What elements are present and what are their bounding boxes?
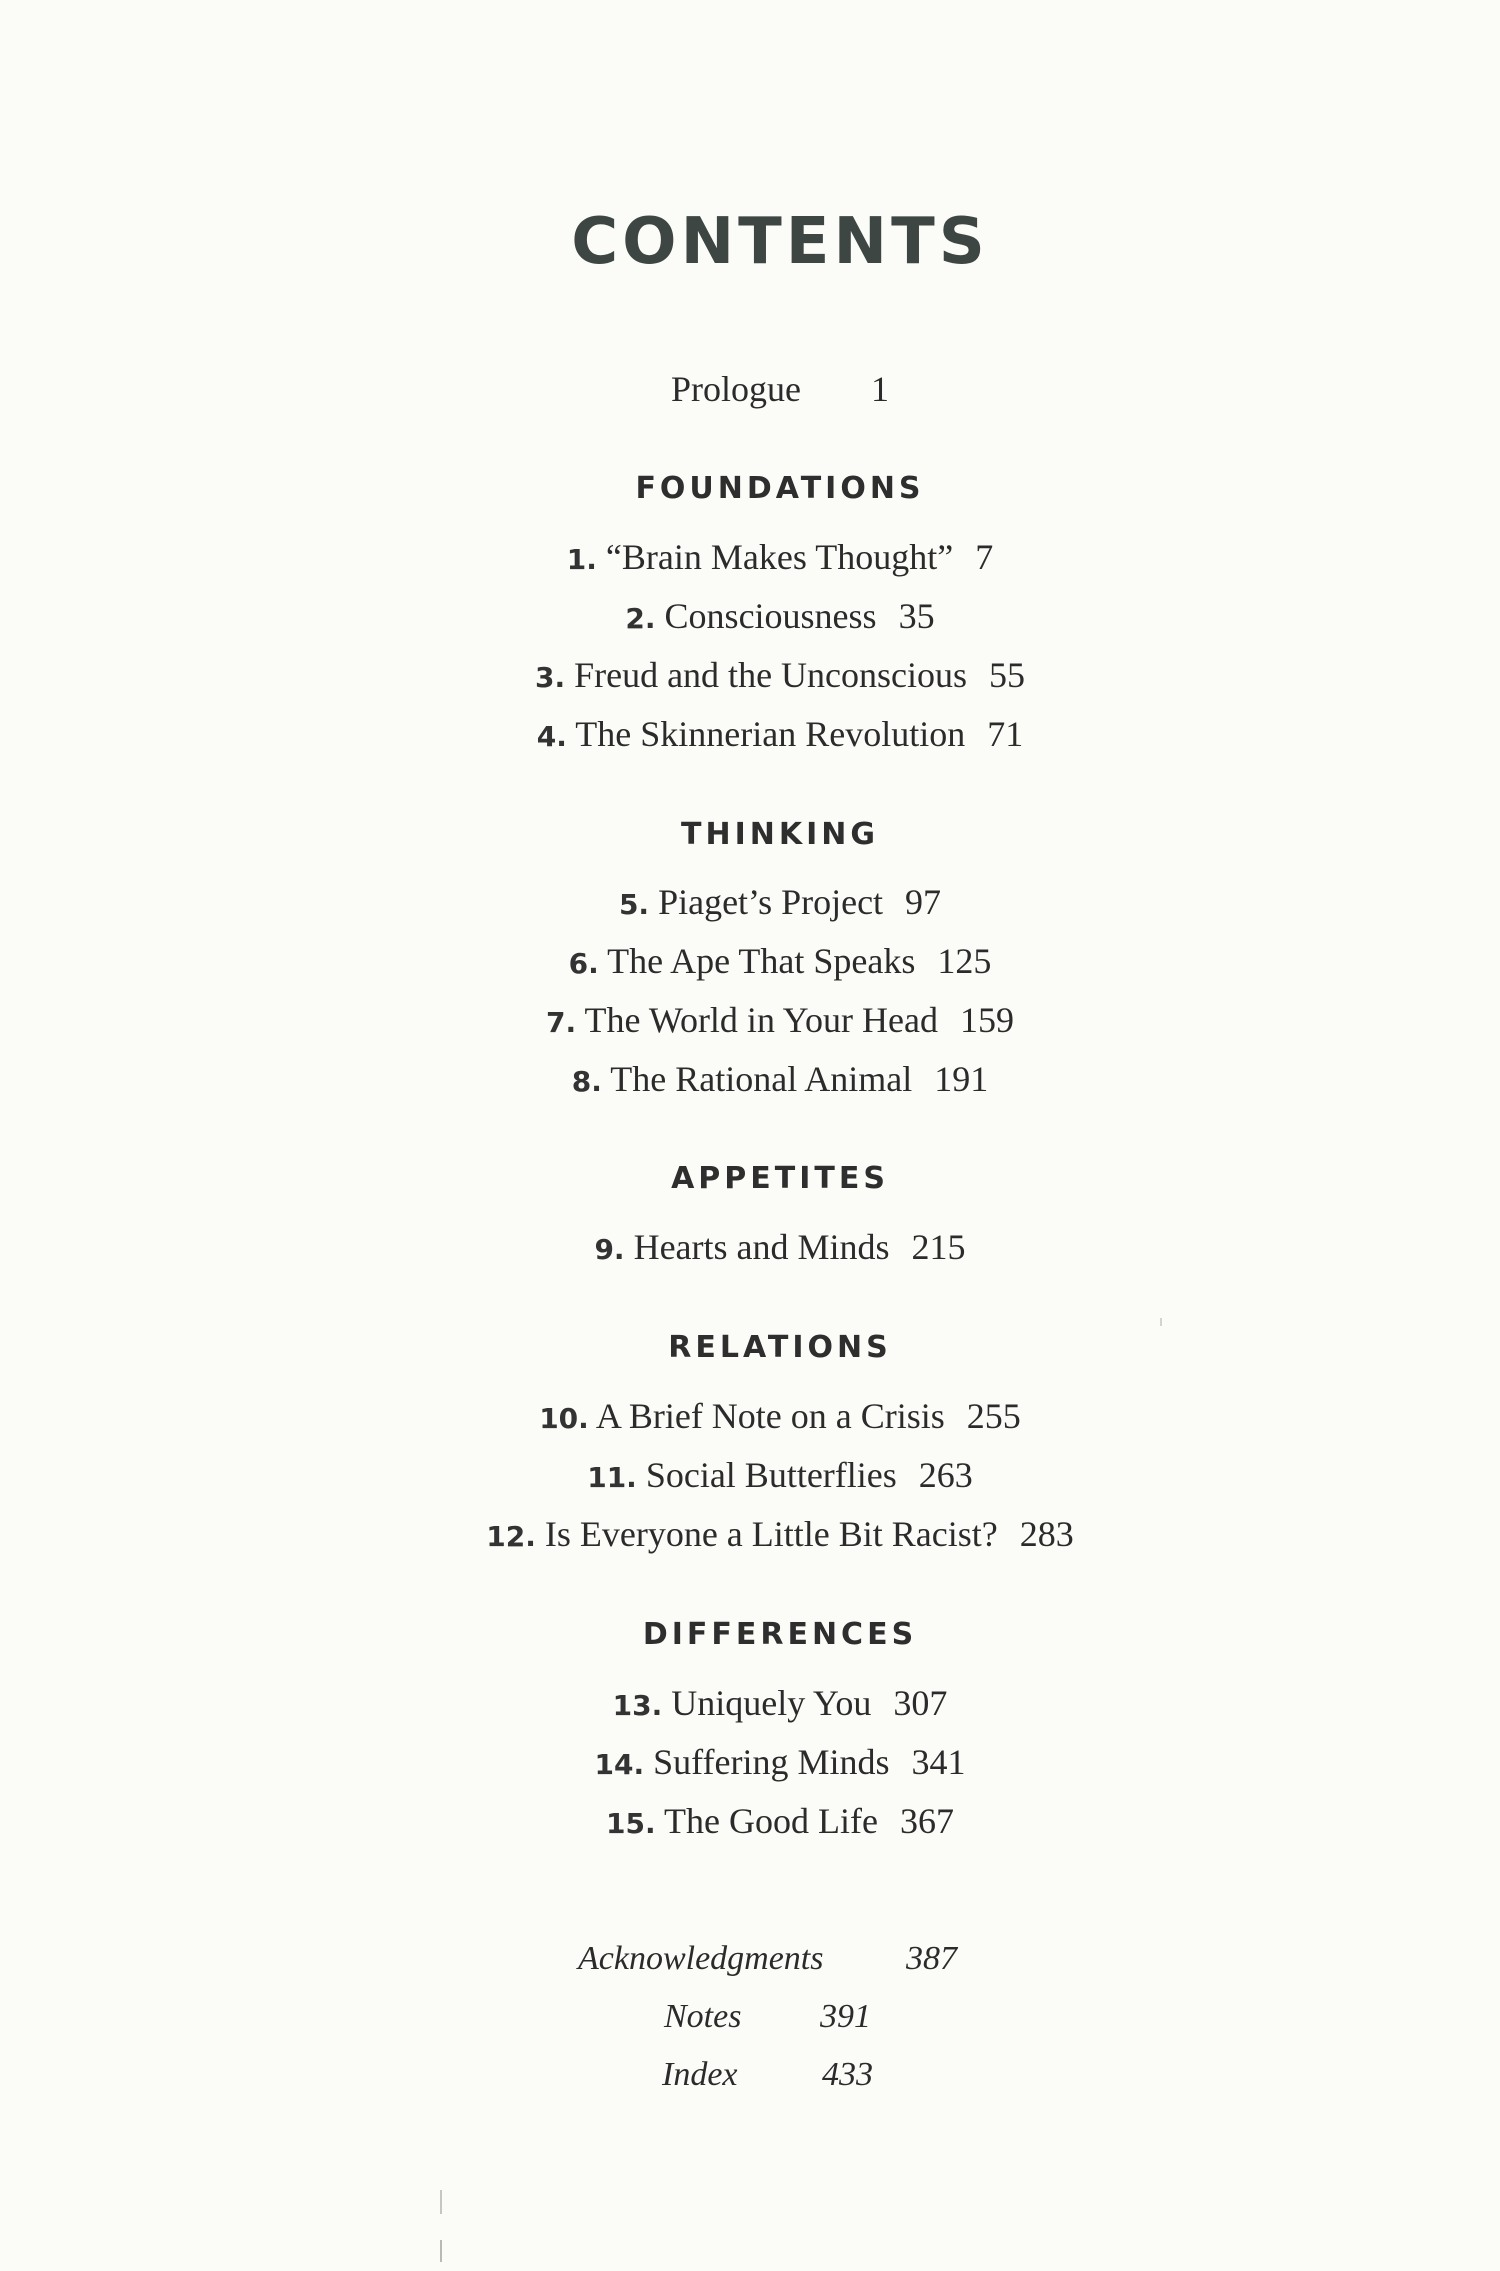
prologue-entry[interactable]: [0, 368, 1500, 410]
chapter-title: The World in Your Head: [584, 1000, 938, 1040]
chapter-title: Suffering Minds: [653, 1742, 890, 1782]
back-matter-page-notes: 391: [820, 1998, 871, 2035]
chapter-title: Social Butterflies: [645, 1455, 897, 1495]
chapter-number: 13.: [612, 1689, 663, 1722]
chapter-title: The Good Life: [664, 1801, 878, 1841]
scan-mark: [440, 2240, 442, 2262]
prologue-label: Prologue: [671, 369, 801, 409]
section-heading-appetites: APPETITES: [671, 1161, 889, 1196]
toc-entry[interactable]: [0, 1395, 1500, 1437]
chapter-page: 307: [893, 1683, 948, 1723]
chapter-page: 255: [966, 1396, 1021, 1436]
chapter-page: 55: [989, 655, 1026, 695]
toc-entry[interactable]: [0, 999, 1500, 1041]
section-heading-thinking: THINKING: [681, 817, 879, 852]
chapter-page: 125: [937, 941, 992, 981]
toc-entry[interactable]: [0, 536, 1500, 578]
chapter-number: 2.: [625, 602, 656, 635]
chapter-page: 71: [987, 714, 1024, 754]
chapter-page: 263: [918, 1455, 973, 1495]
chapter-page: 341: [911, 1742, 966, 1782]
chapter-title: Consciousness: [664, 596, 877, 636]
toc-entry[interactable]: [0, 1513, 1500, 1555]
chapter-page: 215: [911, 1227, 966, 1267]
section-heading-relations: RELATIONS: [668, 1330, 892, 1365]
chapter-page: 191: [934, 1059, 989, 1099]
toc-entry[interactable]: [0, 654, 1500, 696]
toc-entry[interactable]: [0, 1682, 1500, 1724]
chapter-page: 7: [975, 537, 994, 577]
chapter-title: Hearts and Minds: [633, 1227, 890, 1267]
chapter-number: 15.: [606, 1807, 656, 1840]
chapter-page: 35: [898, 596, 935, 636]
toc-entry[interactable]: [0, 1741, 1500, 1783]
back-matter-label-acknowledgments[interactable]: Acknowledgments: [578, 1940, 824, 1977]
toc-entry[interactable]: [0, 713, 1500, 755]
toc-entry[interactable]: [0, 1800, 1500, 1842]
back-matter-page-acknowledgments: 387: [906, 1940, 957, 1977]
toc-entry[interactable]: [0, 1454, 1500, 1496]
scan-mark: [440, 2190, 442, 2214]
chapter-number: 7.: [546, 1006, 577, 1039]
scan-mark: [1160, 1318, 1162, 1326]
chapter-page: 97: [905, 882, 942, 922]
chapter-title: The Rational Animal: [610, 1059, 913, 1099]
chapter-number: 6.: [568, 947, 599, 980]
chapter-page: 159: [959, 1000, 1014, 1040]
chapter-number: 9.: [594, 1233, 625, 1266]
chapter-number: 3.: [534, 661, 566, 694]
chapter-title: “Brain Makes Thought”: [605, 537, 954, 577]
chapter-number: 14.: [594, 1748, 645, 1781]
chapter-number: 11.: [587, 1461, 637, 1494]
toc-entry[interactable]: [0, 940, 1500, 982]
toc-entry[interactable]: [0, 1058, 1500, 1100]
section-heading-foundations: FOUNDATIONS: [635, 471, 925, 506]
section-heading-differences: DIFFERENCES: [642, 1617, 918, 1652]
chapter-number: 12.: [486, 1520, 536, 1553]
toc-entry[interactable]: [0, 595, 1500, 637]
back-matter-label-notes[interactable]: Notes: [664, 1998, 742, 2035]
toc-entry[interactable]: [0, 881, 1500, 923]
chapter-page: 283: [1019, 1514, 1074, 1554]
chapter-title: A Brief Note on a Crisis: [595, 1396, 945, 1436]
chapter-title: Freud and the Unconscious: [574, 655, 968, 695]
chapter-title: Uniquely You: [671, 1683, 872, 1723]
chapter-number: 4.: [536, 720, 567, 753]
chapter-title: The Skinnerian Revolution: [575, 714, 966, 754]
chapter-number: 1.: [566, 543, 597, 576]
toc-entry[interactable]: [0, 1226, 1500, 1268]
back-matter-page-index: 433: [822, 2056, 873, 2093]
chapter-number: 5.: [618, 888, 650, 921]
chapter-page: 367: [899, 1801, 954, 1841]
prologue-page: 1: [871, 369, 889, 409]
chapter-number: 8.: [571, 1065, 602, 1098]
back-matter-label-index[interactable]: Index: [662, 2056, 738, 2093]
chapter-title: The Ape That Speaks: [607, 941, 916, 981]
chapter-title: Is Everyone a Little Bit Racist?: [544, 1514, 998, 1554]
chapter-title: Piaget’s Project: [658, 882, 884, 922]
page-title: CONTENTS: [571, 205, 989, 279]
chapter-number: 10.: [539, 1402, 589, 1435]
